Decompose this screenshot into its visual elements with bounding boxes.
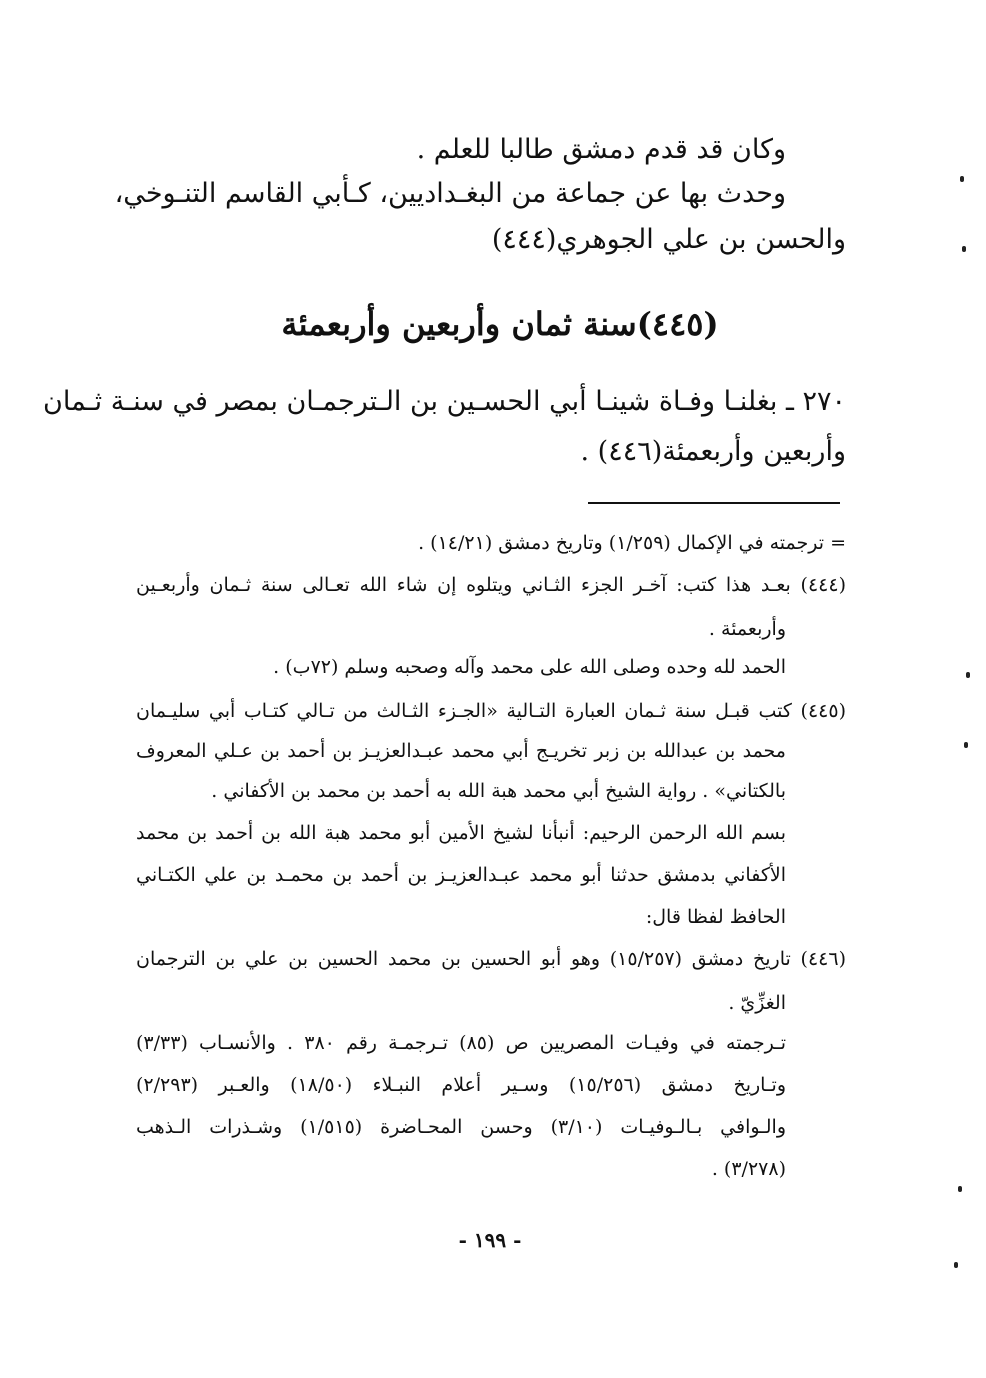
footnote-line: (٤٤٥) كتب قبـل سنة ثـمان العبارة التـالية «الجـزء الثـالث من تـالي كتـاب أبي سليـمان (136, 700, 846, 722)
footnote-line: (٤٤٦) تاريخ دمشق (١٥/٢٥٧) وهو أبو الحسين بن محمد الحسين بن علي بن الترجمان (136, 948, 846, 970)
scan-speck (966, 672, 970, 678)
footnote-line: (٣/٢٧٨) . (711, 1158, 786, 1180)
footnote-line: وأربعمئة . (708, 618, 786, 640)
footnote-line: الغزِّيّ . (728, 992, 786, 1014)
main-text-line: وحدث بها عن جماعة من البغـداديين، كـأبي القاسم التنـوخي، (114, 178, 786, 209)
scan-speck (964, 742, 968, 748)
footnote-line: محمد بن عبدالله بن زبر تخريـج أبي محمد عبـدالعزيـز بن أحمد بن عـلي المعروف (136, 740, 786, 762)
entry-text-line: ٢٧٠ ـ بغلنـا وفـاة شينـا أبي الحسـين بن الـترجمـان بمصر في سنـة ثـمان (43, 386, 846, 417)
main-text-line: والحسن بن علي الجوهري(٤٤٤) (491, 224, 846, 255)
footnote-line: بالكتاني» . رواية الشيخ أبي محمد هبة الله به أحمد بن محمد بن الأكفاني . (211, 780, 786, 802)
scan-speck (962, 246, 966, 252)
footnote-line: الحمد لله وحده وصلى الله على محمد وآله وصحبه وسلم (٧٢ب) . (273, 656, 786, 678)
scan-speck (954, 1262, 958, 1268)
footnote-line: والـوافي بـالـوفيـات (٣/١٠) وحسن المحـاضرة (١/٥١٥) وشـذرات الـذهب (136, 1116, 786, 1138)
footnote-line: بسم الله الرحمن الرحيم: أنبأنا لشيخ الأمين أبو محمد هبة الله بن أحمد بن محمد (136, 822, 786, 844)
page-number: - ١٩٩ - (458, 1228, 522, 1252)
main-text-line: وكان قد قدم دمشق طالبا للعلم . (416, 134, 786, 165)
scan-speck (960, 176, 964, 182)
footnote-line: تـرجمته في وفيـات المصريين ص (٨٥) تـرجمـة رقم ٣٨٠ . والأنسـاب (٣/٣٣) (136, 1032, 786, 1054)
footnote-line: وتـاريخ دمشق (١٥/٢٥٦) وسـير أعلام النبـلاء (١٨/٥٠) والعـبر (٢/٢٩٣) (136, 1074, 786, 1096)
scan-speck (958, 1186, 962, 1192)
footnote-line: الأكفاني بدمشق حدثنا أبو محمد عبـدالعزيـز بن أحمد بن محمـد بن علي الكتـاني (136, 864, 786, 886)
footnote-line: = ترجمته في الإكمال (١/٢٥٩) وتاريخ دمشق (١٤/٢١) . (418, 532, 846, 554)
entry-text-line: وأربعين وأربعمئة(٤٤٦) . (580, 436, 846, 467)
footnote-separator (588, 502, 840, 504)
footnote-line: الحافظ لفظا قال: (645, 906, 786, 928)
footnote-line: (٤٤٤) بعـد هذا كتب: آخـر الجزء الثـاني ويتلوه إن شاء الله تعـالى سنة ثـمان وأربعـين (136, 574, 846, 596)
section-heading: (٤٤٥)سنة ثمان وأربعين وأربعمئة (281, 305, 719, 343)
